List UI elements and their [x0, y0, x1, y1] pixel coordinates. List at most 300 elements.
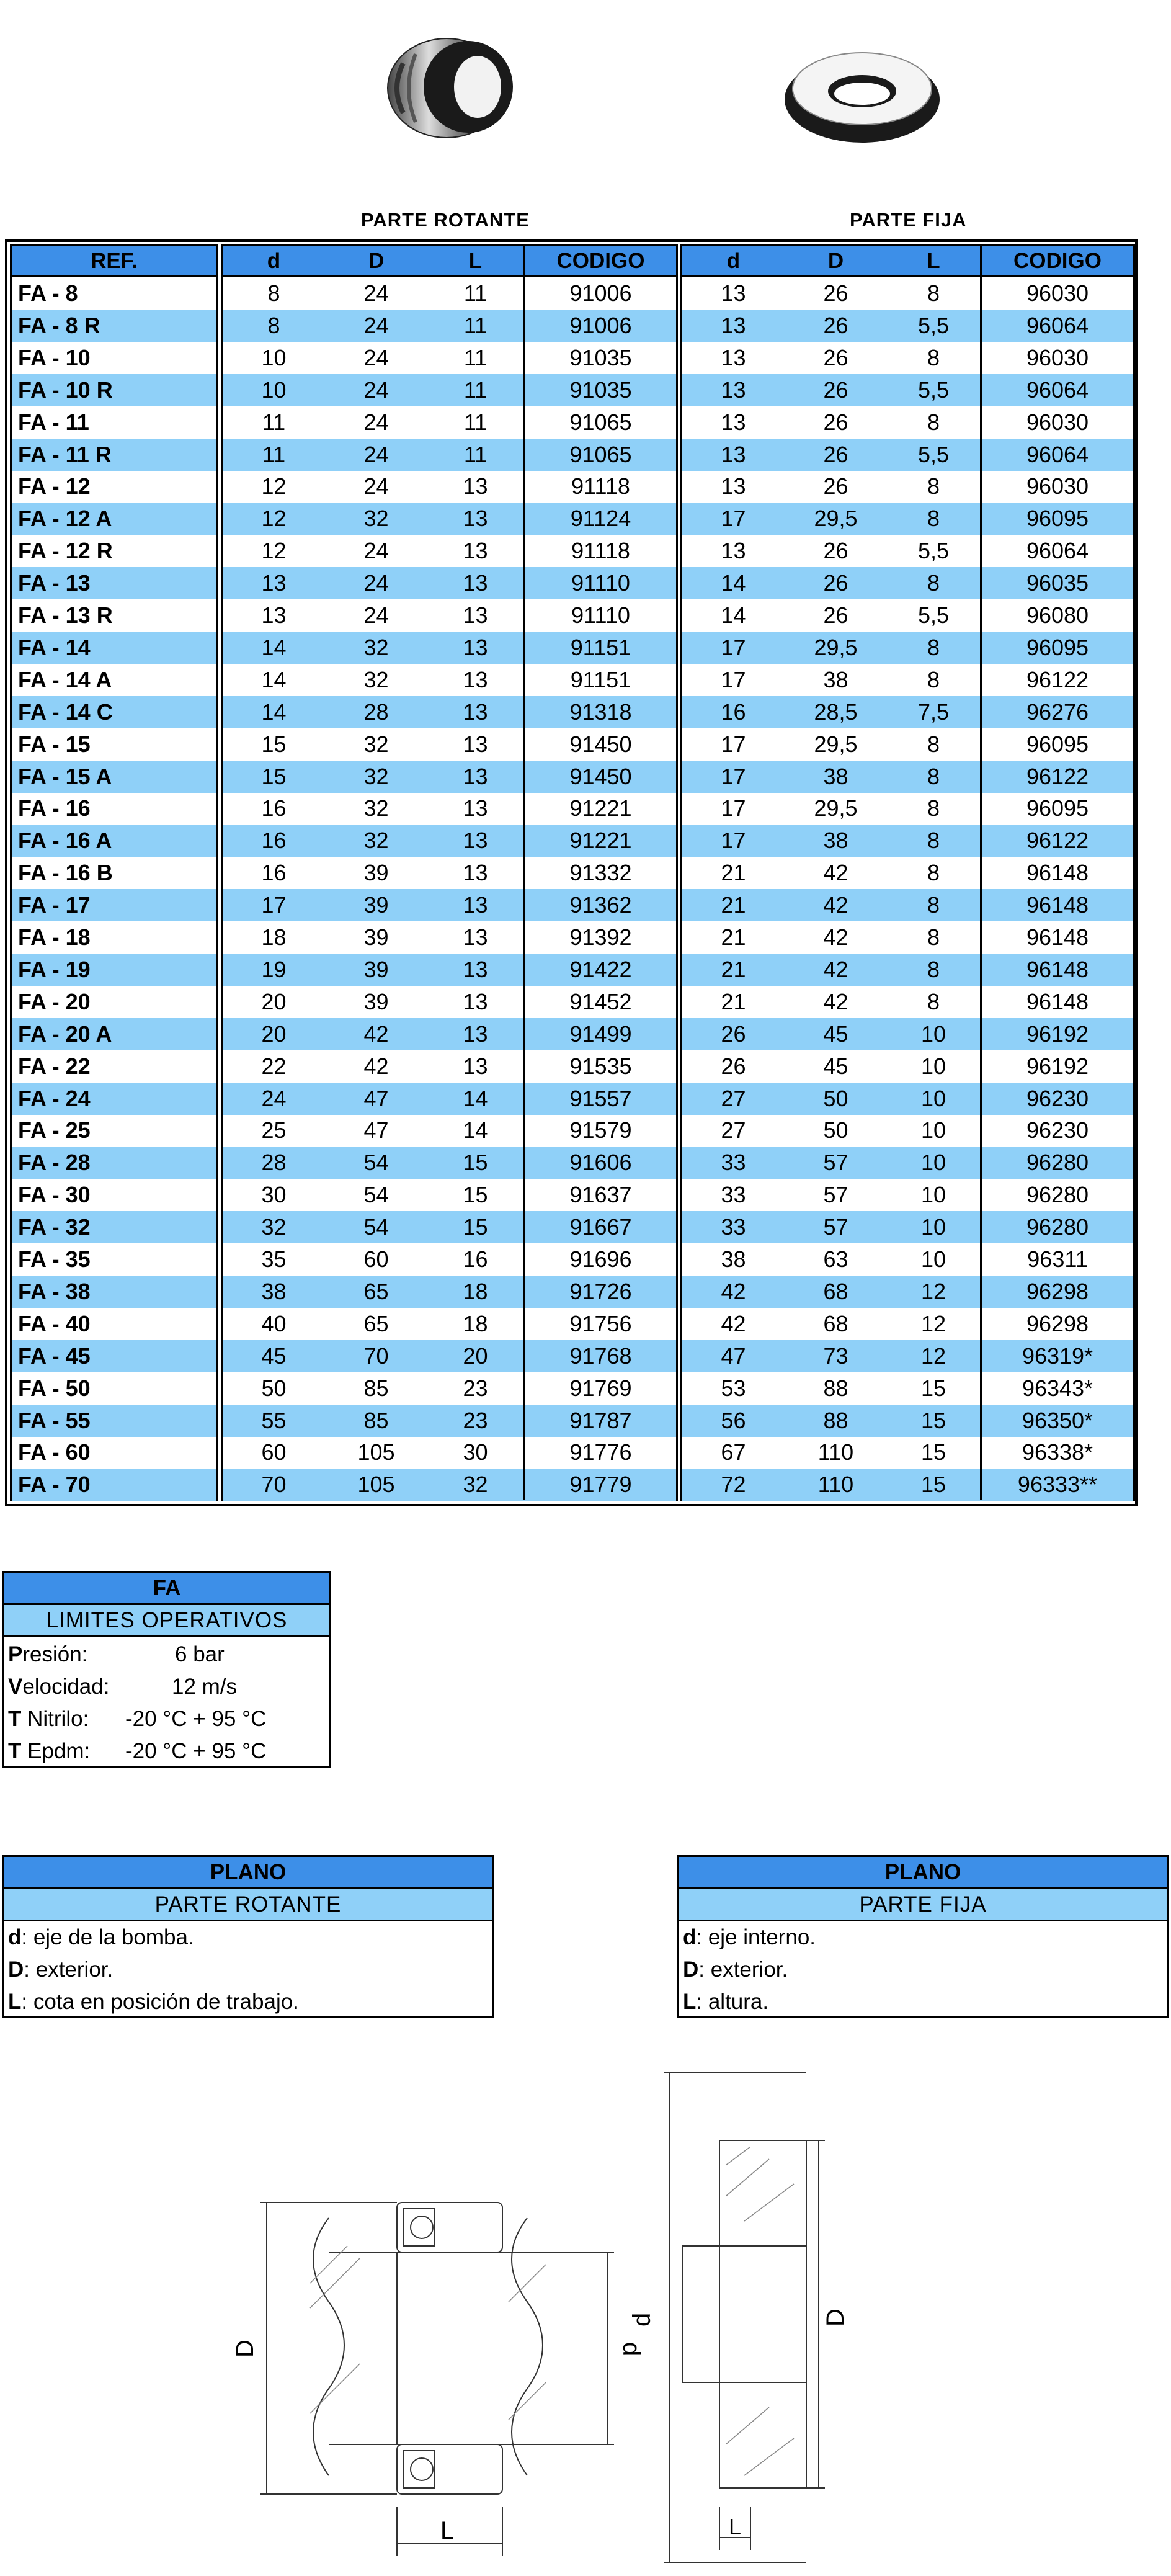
plano-text: : exterior. — [698, 1957, 788, 1982]
fix-cell: 96080 — [1026, 602, 1089, 628]
rot-cell: 10 — [261, 344, 287, 370]
fix-cell: 26 — [823, 441, 848, 467]
table-row — [12, 1308, 216, 1340]
fix-cell: 96343* — [1022, 1375, 1093, 1401]
rot-cell: 91557 — [569, 1085, 632, 1111]
rot-cell: 70 — [261, 1472, 287, 1498]
rot-cell: 85 — [363, 1407, 389, 1433]
rot-cell: 11 — [463, 377, 488, 403]
rot-cell: 16 — [463, 1246, 488, 1272]
fix-cell: 17 — [721, 795, 746, 821]
rot-cell: 15 — [261, 731, 287, 757]
fix-cell: 96095 — [1026, 506, 1089, 532]
ref-cell: FA - 12 A — [18, 506, 112, 532]
rot-cell: 91726 — [569, 1278, 632, 1304]
fix-cell: 96030 — [1026, 409, 1089, 435]
plano-item — [679, 1921, 1167, 1954]
plano-item — [679, 1954, 1167, 1986]
plano-rotating-box — [2, 1855, 494, 2018]
rot-cell: 18 — [463, 1278, 488, 1304]
fix-cell: 57 — [823, 1182, 848, 1208]
fix-cell: 96333** — [1017, 1472, 1098, 1498]
table-row — [682, 1405, 1133, 1437]
fix-cell: 10 — [920, 1085, 946, 1111]
rot-cell: 13 — [463, 795, 488, 821]
limits-title: FA — [4, 1573, 329, 1605]
fix-cell: 13 — [721, 441, 746, 467]
fix-cell: 8 — [927, 473, 940, 499]
rot-cell: 91637 — [569, 1182, 632, 1208]
operating-limits-box — [2, 1571, 331, 1768]
rot-cell: 10 — [261, 377, 287, 403]
fix-cell: 96338* — [1022, 1439, 1093, 1465]
ref-cell: FA - 60 — [18, 1439, 91, 1465]
table-row — [682, 1211, 1133, 1243]
fix-cell: 17 — [721, 506, 746, 532]
rot-cell: 91118 — [571, 538, 630, 564]
plano-item — [4, 1986, 492, 2018]
ref-cell: FA - 22 — [18, 1053, 91, 1079]
fix-cell: 8 — [927, 570, 940, 596]
table-row — [12, 921, 216, 954]
rot-cell: 32 — [463, 1472, 488, 1498]
rot-cell: 54 — [363, 1150, 389, 1176]
plano-item — [4, 1954, 492, 1986]
fix-cell: 26 — [823, 538, 848, 564]
table-row — [223, 1050, 676, 1083]
fix-cell: 17 — [721, 763, 746, 789]
table-row — [12, 986, 216, 1018]
fix-cell: 8 — [927, 666, 940, 692]
rot-cell: 91392 — [569, 924, 632, 950]
table-row — [12, 567, 216, 599]
limit-label-initial: P — [8, 1642, 23, 1666]
table-row — [12, 1083, 216, 1115]
ref-cell: FA - 12 — [18, 473, 91, 499]
plano-key: L — [683, 1990, 697, 2014]
table-row — [223, 857, 676, 889]
table-row — [223, 1243, 676, 1276]
fix-cell: 96122 — [1026, 828, 1089, 854]
rot-cell: 45 — [261, 1343, 287, 1369]
plano-key: D — [8, 1957, 24, 1982]
fix-cell: 45 — [823, 1053, 848, 1079]
fix-cell: 14 — [721, 570, 746, 596]
rot-cell: 13 — [261, 602, 287, 628]
rot-cell: 19 — [261, 956, 287, 982]
table-row — [223, 696, 676, 728]
fix-cell: 8 — [927, 924, 940, 950]
limit-label-rest: Epdm: — [21, 1739, 91, 1763]
fix-cell: 10 — [920, 1021, 946, 1047]
fix-cell: 8 — [927, 988, 940, 1014]
table-row — [223, 792, 676, 825]
ref-cell: FA - 32 — [18, 1214, 91, 1240]
rot-cell: 24 — [363, 473, 389, 499]
fix-cell: 96064 — [1026, 538, 1089, 564]
fix-cell: 13 — [721, 538, 746, 564]
fix-cell: 7,5 — [917, 699, 950, 725]
table-row — [223, 1179, 676, 1211]
ref-cell: FA - 15 A — [18, 763, 112, 789]
table-row — [223, 406, 676, 439]
rot-cell: 91450 — [569, 731, 632, 757]
table-row — [223, 921, 676, 954]
table-row — [682, 567, 1133, 599]
fix-cell: 96192 — [1026, 1053, 1089, 1079]
fix-cell: 8 — [927, 344, 940, 370]
rot-cell: 91318 — [569, 699, 632, 725]
rot-cell: 39 — [363, 892, 389, 918]
table-row — [12, 728, 216, 761]
table-row — [682, 1179, 1133, 1211]
fix-cell: 10 — [920, 1150, 946, 1176]
fix-cell: 26 — [823, 409, 848, 435]
rot-cell: 39 — [363, 956, 389, 982]
fix-cell: 21 — [721, 892, 746, 918]
table-row — [12, 1243, 216, 1276]
limit-row-pressure — [4, 1637, 329, 1670]
fixed-part-drawing — [628, 2060, 968, 2569]
rot-cell: 32 — [363, 666, 389, 692]
fix-cell: 33 — [721, 1150, 746, 1176]
rot-cell: 55 — [261, 1407, 287, 1433]
header-rot-codigo: CODIGO — [525, 246, 676, 277]
dim-label-L: L — [729, 2514, 742, 2539]
rot-cell: 13 — [463, 570, 488, 596]
limit-value: 12 m/s — [172, 1675, 238, 1699]
rotating-part-title: PARTE ROTANTE — [361, 209, 530, 231]
table-row — [12, 535, 216, 567]
rot-cell: 13 — [463, 634, 488, 660]
fix-cell: 5,5 — [917, 602, 950, 628]
fix-cell: 96230 — [1026, 1117, 1089, 1143]
rot-cell: 11 — [262, 409, 286, 435]
fix-cell: 26 — [823, 473, 848, 499]
fix-cell: 8 — [927, 828, 940, 854]
limit-label — [8, 1642, 87, 1667]
table-row — [223, 728, 676, 761]
header-rot-d: d — [223, 246, 325, 277]
rot-cell: 22 — [261, 1053, 287, 1079]
ref-cell: FA - 45 — [18, 1343, 91, 1369]
rotating-seal-photo — [366, 26, 527, 144]
header-rot-L: L — [427, 246, 523, 277]
table-row — [682, 374, 1133, 406]
rot-cell: 91110 — [571, 570, 630, 596]
fix-cell: 96192 — [1026, 1021, 1089, 1047]
table-row — [223, 1308, 676, 1340]
fix-cell: 10 — [920, 1214, 946, 1240]
fix-cell: 21 — [721, 988, 746, 1014]
fix-cell: 50 — [823, 1117, 848, 1143]
table-row — [12, 825, 216, 857]
ref-cell: FA - 28 — [18, 1150, 91, 1176]
table-row — [682, 1243, 1133, 1276]
table-row — [12, 696, 216, 728]
rot-cell: 91499 — [569, 1021, 632, 1047]
rot-cell: 91035 — [569, 377, 632, 403]
rot-cell: 14 — [261, 699, 287, 725]
ref-cell: FA - 24 — [18, 1085, 91, 1111]
table-row — [12, 954, 216, 986]
ref-cell: FA - 14 C — [18, 699, 113, 725]
column-divider — [980, 246, 982, 1500]
table-row — [12, 761, 216, 793]
table-row — [223, 470, 676, 503]
rot-cell: 65 — [363, 1278, 389, 1304]
table-row — [682, 470, 1133, 503]
dim-label-D: D — [231, 2340, 259, 2358]
fix-cell: 8 — [927, 860, 940, 886]
fix-cell: 33 — [721, 1182, 746, 1208]
rot-cell: 8 — [267, 312, 280, 338]
ref-cell: FA - 25 — [18, 1117, 91, 1143]
fix-cell: 21 — [721, 860, 746, 886]
fix-cell: 29,5 — [814, 731, 858, 757]
table-row — [682, 1276, 1133, 1308]
limit-label-rest: resión: — [22, 1642, 88, 1666]
plano-key: L — [8, 1990, 22, 2014]
table-row — [223, 1469, 676, 1501]
fix-cell: 17 — [721, 666, 746, 692]
table-row — [682, 535, 1133, 567]
limit-row-speed — [4, 1670, 329, 1702]
fixed-column-group — [680, 244, 1135, 1501]
rot-cell: 91151 — [570, 666, 631, 692]
table-row — [223, 954, 676, 986]
fix-cell: 8 — [927, 731, 940, 757]
fix-cell: 96350* — [1022, 1407, 1093, 1433]
rot-cell: 28 — [261, 1150, 287, 1176]
dim-label-d: d — [618, 2342, 645, 2356]
plano-item — [4, 1921, 492, 1954]
fix-cell: 10 — [920, 1117, 946, 1143]
table-row — [223, 1372, 676, 1405]
limit-value: -20 °C + 95 °C — [125, 1707, 267, 1731]
limit-label-initial: T — [8, 1707, 22, 1731]
fix-cell: 42 — [823, 924, 848, 950]
limit-label-rest: Nitrilo: — [21, 1707, 89, 1731]
header-fix-L: L — [887, 246, 980, 277]
table-row — [682, 599, 1133, 632]
fix-cell: 88 — [823, 1407, 848, 1433]
fix-cell: 72 — [721, 1472, 746, 1498]
table-row — [682, 889, 1133, 921]
table-row — [12, 599, 216, 632]
fix-cell: 8 — [927, 956, 940, 982]
table-row — [12, 632, 216, 664]
table-row — [12, 439, 216, 471]
rot-cell: 91776 — [569, 1439, 632, 1465]
plano-text: : eje interno. — [696, 1925, 816, 1949]
table-row — [12, 1340, 216, 1372]
table-row — [223, 632, 676, 664]
rot-cell: 105 — [357, 1472, 395, 1498]
fix-cell: 38 — [823, 828, 848, 854]
rot-cell: 35 — [261, 1246, 287, 1272]
table-row — [12, 374, 216, 406]
rot-cell: 47 — [363, 1117, 389, 1143]
rot-cell: 13 — [463, 892, 488, 918]
fix-cell: 10 — [920, 1182, 946, 1208]
table-row — [12, 1436, 216, 1469]
rotating-column-group — [221, 244, 678, 1501]
rot-cell: 32 — [363, 763, 389, 789]
ref-cell: FA - 40 — [18, 1310, 91, 1336]
ref-cell: FA - 50 — [18, 1375, 91, 1401]
fix-cell: 67 — [721, 1439, 746, 1465]
table-row — [223, 1276, 676, 1308]
rot-cell: 28 — [363, 699, 389, 725]
table-row — [682, 792, 1133, 825]
plano-item — [679, 1986, 1167, 2018]
rot-cell: 11 — [463, 441, 488, 467]
fixed-part-title: PARTE FIJA — [850, 209, 967, 231]
rot-cell: 13 — [463, 602, 488, 628]
fix-cell: 96030 — [1026, 280, 1089, 306]
table-row — [682, 342, 1133, 374]
ref-column-group — [10, 244, 218, 1501]
fix-cell: 63 — [823, 1246, 848, 1272]
fix-cell: 88 — [823, 1375, 848, 1401]
table-row — [682, 1114, 1133, 1147]
ref-cell: FA - 12 R — [18, 538, 113, 564]
rot-cell: 25 — [261, 1117, 287, 1143]
ref-cell: FA - 20 — [18, 988, 91, 1014]
fix-cell: 8 — [927, 795, 940, 821]
rot-cell: 14 — [261, 666, 287, 692]
table-row — [223, 889, 676, 921]
rot-cell: 11 — [463, 280, 488, 306]
rot-cell: 65 — [363, 1310, 389, 1336]
rot-cell: 32 — [363, 795, 389, 821]
rot-cell: 11 — [463, 409, 488, 435]
rot-cell: 15 — [463, 1150, 488, 1176]
rot-cell: 24 — [363, 312, 389, 338]
table-row — [682, 1372, 1133, 1405]
rot-cell: 13 — [463, 1053, 488, 1079]
ref-cell: FA - 16 — [18, 795, 91, 821]
fix-cell: 96230 — [1026, 1085, 1089, 1111]
rot-cell: 32 — [363, 828, 389, 854]
rot-cell: 16 — [261, 795, 287, 821]
fix-cell: 96280 — [1026, 1214, 1089, 1240]
fix-cell: 96148 — [1026, 956, 1089, 982]
rot-cell: 13 — [463, 956, 488, 982]
fixed-seat-photo — [775, 34, 949, 152]
rot-cell: 32 — [363, 506, 389, 532]
fix-cell: 26 — [823, 570, 848, 596]
rot-cell: 91124 — [570, 506, 631, 532]
ref-cell: FA - 30 — [18, 1182, 91, 1208]
fix-cell: 96030 — [1026, 344, 1089, 370]
table-row — [682, 986, 1133, 1018]
table-row — [682, 761, 1133, 793]
fix-cell: 10 — [920, 1053, 946, 1079]
ref-cell: FA - 38 — [18, 1278, 91, 1304]
table-row — [12, 1372, 216, 1405]
fix-cell: 16 — [721, 699, 746, 725]
rotating-part-drawing — [231, 2097, 657, 2569]
ref-cell: FA - 8 — [18, 280, 78, 306]
fix-cell: 13 — [721, 473, 746, 499]
table-row — [223, 503, 676, 535]
rot-cell: 91535 — [569, 1053, 632, 1079]
rot-cell: 91769 — [569, 1375, 632, 1401]
fix-cell: 96095 — [1026, 634, 1089, 660]
fix-cell: 26 — [823, 312, 848, 338]
rot-cell: 91332 — [569, 860, 632, 886]
limit-label — [8, 1675, 109, 1699]
rot-cell: 91110 — [571, 602, 630, 628]
fix-cell: 96148 — [1026, 892, 1089, 918]
rot-cell: 15 — [463, 1214, 488, 1240]
rot-cell: 12 — [261, 506, 287, 532]
fix-cell: 28,5 — [814, 699, 858, 725]
fix-cell: 96064 — [1026, 377, 1089, 403]
table-row — [12, 857, 216, 889]
table-row — [223, 1114, 676, 1147]
plano-key: d — [8, 1925, 22, 1949]
rot-cell: 14 — [463, 1117, 488, 1143]
rot-cell: 42 — [363, 1021, 389, 1047]
plano-text: : altura. — [696, 1990, 769, 2014]
rot-cell: 24 — [363, 344, 389, 370]
plano-title: PLANO — [679, 1857, 1167, 1889]
table-row — [12, 1114, 216, 1147]
rot-cell: 17 — [261, 892, 287, 918]
rot-cell: 15 — [463, 1182, 488, 1208]
fix-cell: 96035 — [1026, 570, 1089, 596]
table-row — [12, 310, 216, 342]
fix-cell: 68 — [823, 1310, 848, 1336]
limit-label-rest: elocidad: — [22, 1675, 110, 1699]
fix-cell: 38 — [823, 666, 848, 692]
fix-cell: 96064 — [1026, 441, 1089, 467]
rot-cell: 91221 — [569, 795, 632, 821]
fix-cell: 42 — [721, 1278, 746, 1304]
fix-cell: 42 — [823, 892, 848, 918]
rot-cell: 18 — [463, 1310, 488, 1336]
ref-cell: FA - 17 — [18, 892, 91, 918]
table-row — [223, 1083, 676, 1115]
table-row — [682, 1469, 1133, 1501]
table-row — [12, 1211, 216, 1243]
table-row — [12, 1276, 216, 1308]
dim-label-D: D — [822, 2309, 849, 2327]
fix-cell: 26 — [721, 1021, 746, 1047]
fix-cell: 96280 — [1026, 1150, 1089, 1176]
seal-dimensions-table — [5, 239, 1138, 1506]
ref-cell: FA - 15 — [18, 731, 91, 757]
fix-cell: 8 — [927, 892, 940, 918]
table-row — [223, 761, 676, 793]
rot-cell: 91696 — [569, 1246, 632, 1272]
rot-cell: 11 — [262, 441, 286, 467]
table-row — [223, 664, 676, 696]
ref-cell: FA - 70 — [18, 1472, 91, 1498]
rot-cell: 13 — [463, 666, 488, 692]
fix-cell: 26 — [721, 1053, 746, 1079]
table-row — [12, 1147, 216, 1179]
table-row — [682, 825, 1133, 857]
rot-cell: 91006 — [569, 280, 632, 306]
ref-cell: FA - 14 — [18, 634, 91, 660]
rot-cell: 16 — [261, 828, 287, 854]
table-row — [12, 503, 216, 535]
rot-cell: 11 — [463, 344, 488, 370]
